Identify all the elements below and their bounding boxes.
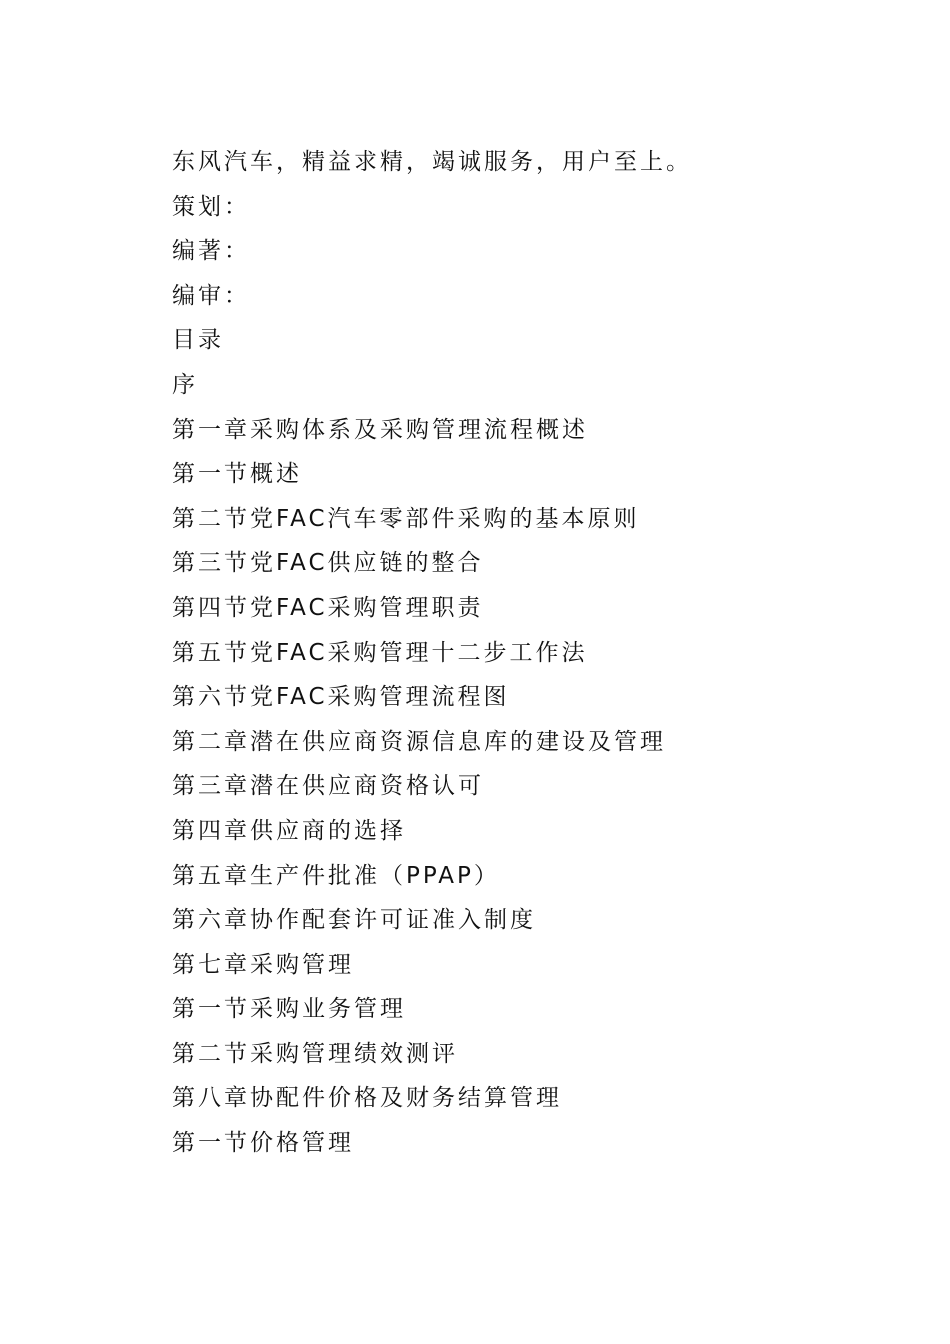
toc-entry-chapter-1: 第一章采购体系及采购管理流程概述	[172, 416, 588, 443]
toc-entry-chapter-6: 第六章协作配套许可证准入制度	[172, 907, 536, 934]
toc-entry-ch1-section-6: 第六节党FAC采购管理流程图	[172, 684, 510, 711]
planner-label: 策划：	[172, 193, 250, 220]
toc-entry-chapter-5: 第五章生产件批准（PPAP）	[172, 862, 500, 889]
toc-entry-chapter-4: 第四章供应商的选择	[172, 817, 406, 844]
reviewer-label: 编审：	[172, 282, 250, 309]
toc-entry-ch7-section-1: 第一节采购业务管理	[172, 996, 406, 1023]
toc-entry-ch1-section-4: 第四节党FAC采购管理职责	[172, 594, 484, 621]
toc-entry-preface: 序	[172, 371, 198, 398]
slogan-line: 东风汽车，精益求精，竭诚服务，用户至上。	[172, 149, 692, 175]
author-label: 编著：	[172, 238, 250, 265]
toc-entry-ch1-section-3: 第三节党FAC供应链的整合	[172, 550, 484, 577]
toc-entry-chapter-8: 第八章协配件价格及财务结算管理	[172, 1085, 562, 1112]
toc-entry-chapter-2: 第二章潜在供应商资源信息库的建设及管理	[172, 728, 666, 755]
toc-heading: 目录	[172, 327, 224, 354]
toc-entry-ch1-section-5: 第五节党FAC采购管理十二步工作法	[172, 639, 588, 666]
toc-entry-ch8-section-1: 第一节价格管理	[172, 1130, 354, 1157]
toc-entry-ch1-section-2: 第二节党FAC汽车零部件采购的基本原则	[172, 505, 640, 532]
toc-entry-ch1-section-1: 第一节概述	[172, 461, 302, 488]
toc-entry-chapter-7: 第七章采购管理	[172, 951, 354, 978]
toc-entry-ch7-section-2: 第二节采购管理绩效测评	[172, 1040, 458, 1067]
document-body	[172, 140, 912, 1166]
toc-entry-chapter-3: 第三章潜在供应商资格认可	[172, 773, 484, 800]
